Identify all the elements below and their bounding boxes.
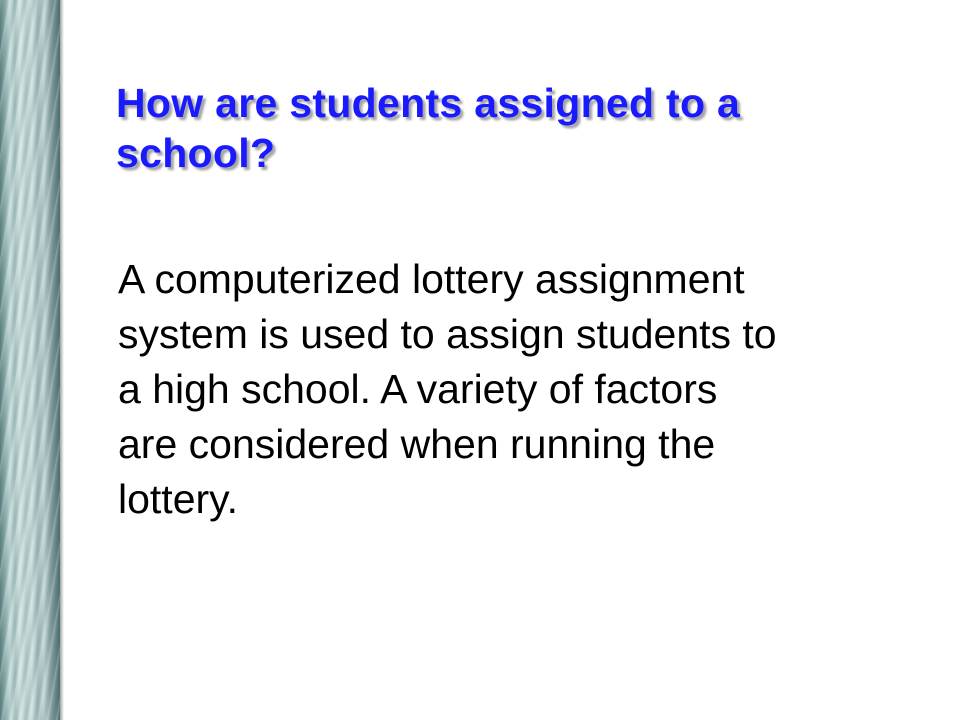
body-line-2: system is used to assign students to xyxy=(118,311,777,357)
body-line-1: A computerized lottery assignment xyxy=(118,256,745,302)
title-line-1: How are students assigned to a xyxy=(116,80,741,126)
body-line-4: are considered when running the xyxy=(118,421,716,467)
slide-title xyxy=(116,78,916,178)
body-line-3: a high school. A variety of factors xyxy=(118,366,718,412)
border-shadow xyxy=(60,0,64,720)
title-line-2: school? xyxy=(116,130,276,176)
decorative-marble-border xyxy=(0,0,60,720)
body-line-5: lottery. xyxy=(118,476,238,522)
slide-body xyxy=(118,252,908,527)
